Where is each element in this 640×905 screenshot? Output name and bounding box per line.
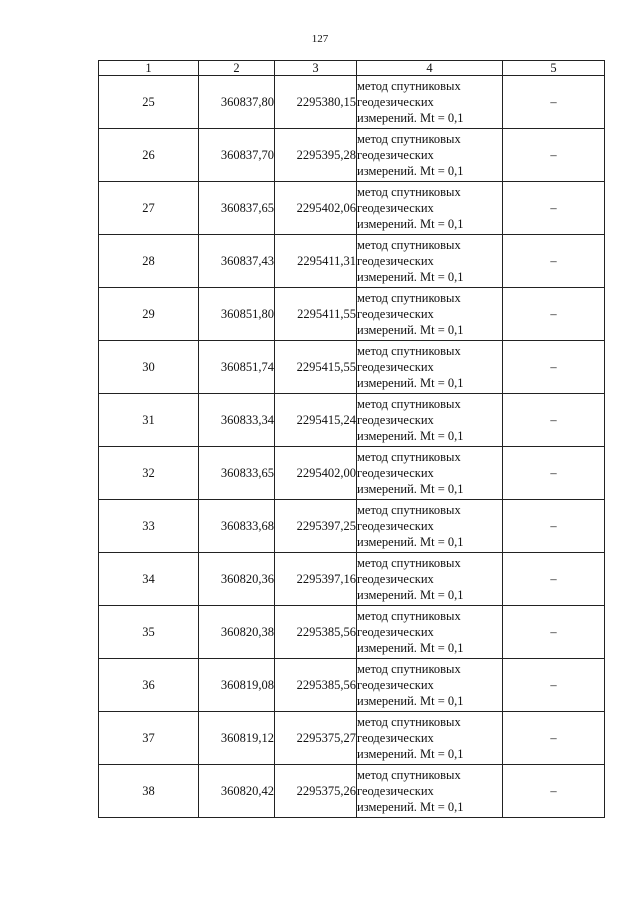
method-cell	[357, 341, 503, 394]
method-line: измерений. Mt = 0,1	[357, 270, 464, 284]
column-header-4: 4	[357, 61, 503, 76]
method-cell	[357, 553, 503, 606]
method-line: метод спутниковых	[357, 79, 461, 93]
point-number-cell: 32	[99, 447, 199, 500]
table-row	[99, 129, 605, 182]
method-line: измерений. Mt = 0,1	[357, 800, 464, 814]
method-line: геодезических	[357, 731, 434, 745]
method-line: метод спутниковых	[357, 503, 461, 517]
y-coordinate-cell: 2295397,16	[275, 553, 357, 606]
x-coordinate-cell: 360837,43	[199, 235, 275, 288]
method-cell	[357, 182, 503, 235]
x-coordinate-cell: 360851,80	[199, 288, 275, 341]
y-coordinate-cell: 2295375,27	[275, 712, 357, 765]
note-cell: –	[503, 129, 605, 182]
method-line: измерений. Mt = 0,1	[357, 217, 464, 231]
point-number-cell: 29	[99, 288, 199, 341]
table-row	[99, 712, 605, 765]
x-coordinate-cell: 360851,74	[199, 341, 275, 394]
table-row	[99, 341, 605, 394]
method-cell	[357, 765, 503, 818]
column-header-1: 1	[99, 61, 199, 76]
x-coordinate-cell: 360837,70	[199, 129, 275, 182]
method-line: геодезических	[357, 784, 434, 798]
method-line: геодезических	[357, 466, 434, 480]
method-line: измерений. Mt = 0,1	[357, 588, 464, 602]
point-number-cell: 30	[99, 341, 199, 394]
method-line: метод спутниковых	[357, 344, 461, 358]
note-cell: –	[503, 447, 605, 500]
x-coordinate-cell: 360837,80	[199, 76, 275, 129]
method-line: измерений. Mt = 0,1	[357, 535, 464, 549]
method-line: метод спутниковых	[357, 185, 461, 199]
method-cell	[357, 288, 503, 341]
method-line: метод спутниковых	[357, 662, 461, 676]
method-line: геодезических	[357, 307, 434, 321]
x-coordinate-cell: 360837,65	[199, 182, 275, 235]
x-coordinate-cell: 360833,65	[199, 447, 275, 500]
note-cell: –	[503, 765, 605, 818]
method-line: измерений. Mt = 0,1	[357, 376, 464, 390]
method-line: измерений. Mt = 0,1	[357, 323, 464, 337]
y-coordinate-cell: 2295415,24	[275, 394, 357, 447]
table-row	[99, 235, 605, 288]
method-line: метод спутниковых	[357, 715, 461, 729]
method-line: метод спутниковых	[357, 397, 461, 411]
method-line: геодезических	[357, 148, 434, 162]
point-number-cell: 37	[99, 712, 199, 765]
method-cell	[357, 606, 503, 659]
column-header-3: 3	[275, 61, 357, 76]
method-line: геодезических	[357, 254, 434, 268]
table-header-row	[99, 61, 605, 76]
table-row	[99, 500, 605, 553]
note-cell: –	[503, 76, 605, 129]
y-coordinate-cell: 2295402,06	[275, 182, 357, 235]
point-number-cell: 28	[99, 235, 199, 288]
y-coordinate-cell: 2295415,55	[275, 341, 357, 394]
method-cell	[357, 394, 503, 447]
method-line: измерений. Mt = 0,1	[357, 482, 464, 496]
point-number-cell: 34	[99, 553, 199, 606]
note-cell: –	[503, 606, 605, 659]
method-line: геодезических	[357, 360, 434, 374]
method-line: метод спутниковых	[357, 556, 461, 570]
note-cell: –	[503, 235, 605, 288]
x-coordinate-cell: 360833,34	[199, 394, 275, 447]
method-line: геодезических	[357, 519, 434, 533]
method-cell	[357, 447, 503, 500]
method-line: геодезических	[357, 95, 434, 109]
method-line: измерений. Mt = 0,1	[357, 111, 464, 125]
x-coordinate-cell: 360820,38	[199, 606, 275, 659]
table-row	[99, 765, 605, 818]
method-line: метод спутниковых	[357, 450, 461, 464]
y-coordinate-cell: 2295375,26	[275, 765, 357, 818]
note-cell: –	[503, 182, 605, 235]
method-line: измерений. Mt = 0,1	[357, 694, 464, 708]
method-line: геодезических	[357, 625, 434, 639]
coordinates-table	[98, 60, 605, 818]
method-line: геодезических	[357, 572, 434, 586]
table-body	[99, 61, 605, 818]
note-cell: –	[503, 394, 605, 447]
method-line: измерений. Mt = 0,1	[357, 429, 464, 443]
page-number: 127	[311, 33, 329, 45]
point-number-cell: 25	[99, 76, 199, 129]
method-line: метод спутниковых	[357, 768, 461, 782]
method-cell	[357, 712, 503, 765]
note-cell: –	[503, 659, 605, 712]
method-cell	[357, 235, 503, 288]
point-number-cell: 33	[99, 500, 199, 553]
method-line: измерений. Mt = 0,1	[357, 164, 464, 178]
note-cell: –	[503, 341, 605, 394]
y-coordinate-cell: 2295385,56	[275, 659, 357, 712]
y-coordinate-cell: 2295402,00	[275, 447, 357, 500]
point-number-cell: 36	[99, 659, 199, 712]
method-line: измерений. Mt = 0,1	[357, 747, 464, 761]
column-header-5: 5	[503, 61, 605, 76]
table-row	[99, 76, 605, 129]
note-cell: –	[503, 288, 605, 341]
point-number-cell: 38	[99, 765, 199, 818]
point-number-cell: 31	[99, 394, 199, 447]
table-row	[99, 553, 605, 606]
point-number-cell: 27	[99, 182, 199, 235]
table-row	[99, 659, 605, 712]
y-coordinate-cell: 2295411,55	[275, 288, 357, 341]
note-cell: –	[503, 553, 605, 606]
point-number-cell: 26	[99, 129, 199, 182]
y-coordinate-cell: 2295411,31	[275, 235, 357, 288]
table-row	[99, 606, 605, 659]
x-coordinate-cell: 360833,68	[199, 500, 275, 553]
note-cell: –	[503, 712, 605, 765]
x-coordinate-cell: 360820,42	[199, 765, 275, 818]
table-row	[99, 182, 605, 235]
method-line: метод спутниковых	[357, 609, 461, 623]
method-cell	[357, 500, 503, 553]
table-row	[99, 394, 605, 447]
method-cell	[357, 659, 503, 712]
method-line: метод спутниковых	[357, 132, 461, 146]
y-coordinate-cell: 2295385,56	[275, 606, 357, 659]
column-header-2: 2	[199, 61, 275, 76]
table-row	[99, 288, 605, 341]
method-line: геодезических	[357, 678, 434, 692]
x-coordinate-cell: 360819,08	[199, 659, 275, 712]
method-cell	[357, 76, 503, 129]
x-coordinate-cell: 360820,36	[199, 553, 275, 606]
method-line: геодезических	[357, 413, 434, 427]
note-cell: –	[503, 500, 605, 553]
table-row	[99, 447, 605, 500]
method-line: геодезических	[357, 201, 434, 215]
method-line: измерений. Mt = 0,1	[357, 641, 464, 655]
method-line: метод спутниковых	[357, 238, 461, 252]
y-coordinate-cell: 2295395,28	[275, 129, 357, 182]
method-line: метод спутниковых	[357, 291, 461, 305]
y-coordinate-cell: 2295397,25	[275, 500, 357, 553]
method-cell	[357, 129, 503, 182]
y-coordinate-cell: 2295380,15	[275, 76, 357, 129]
point-number-cell: 35	[99, 606, 199, 659]
x-coordinate-cell: 360819,12	[199, 712, 275, 765]
